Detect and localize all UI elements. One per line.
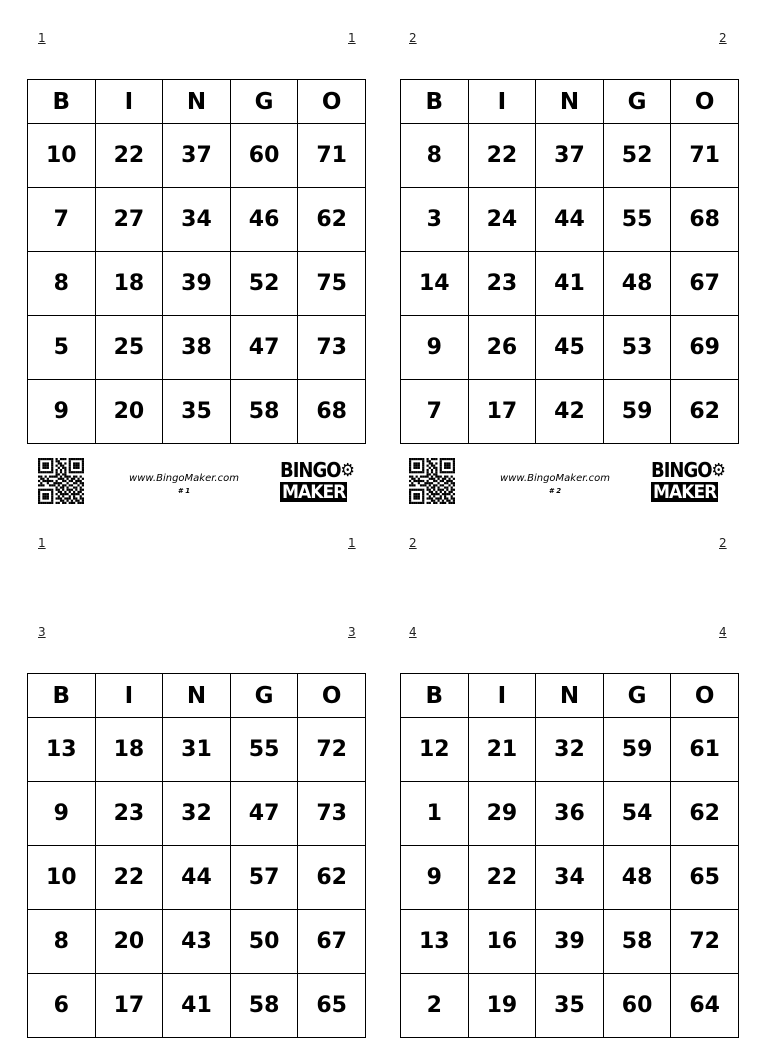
bingo-cell[interactable]: 45 xyxy=(536,316,604,380)
bingo-cell[interactable]: 75 xyxy=(298,252,366,316)
bingo-cell[interactable]: 48 xyxy=(603,252,671,316)
bingo-cell[interactable]: 37 xyxy=(163,124,231,188)
page-number-right: 2 xyxy=(719,31,727,45)
bingo-cell[interactable]: 32 xyxy=(163,782,231,846)
bingo-header-row xyxy=(401,80,739,124)
website-link[interactable]: www.BingoMaker.com xyxy=(129,473,239,484)
bingo-card xyxy=(27,79,366,444)
bingo-cell[interactable]: 72 xyxy=(298,718,366,782)
bingo-cell[interactable]: 52 xyxy=(603,124,671,188)
bingo-cell[interactable]: 65 xyxy=(298,974,366,1038)
bingo-header-row xyxy=(401,674,739,718)
bingo-cell[interactable]: 43 xyxy=(163,910,231,974)
page-number-left: 2 xyxy=(409,31,417,45)
bingo-cell[interactable]: 18 xyxy=(95,718,163,782)
bingo-cell[interactable]: 68 xyxy=(298,380,366,444)
bingo-cell[interactable]: 46 xyxy=(230,188,298,252)
bingo-cell[interactable]: 22 xyxy=(468,124,536,188)
bingo-cell[interactable]: 21 xyxy=(468,718,536,782)
bingo-cell[interactable]: 73 xyxy=(298,316,366,380)
bingo-cell[interactable]: 67 xyxy=(671,252,739,316)
bingo-row xyxy=(401,252,739,316)
bingo-cell[interactable]: 42 xyxy=(536,380,604,444)
bingo-cell[interactable]: 50 xyxy=(230,910,298,974)
logo-maker: MAKER xyxy=(282,481,346,503)
bingo-cell[interactable]: 54 xyxy=(603,782,671,846)
bingo-cell[interactable]: 10 xyxy=(28,846,96,910)
website-link[interactable]: www.BingoMaker.com xyxy=(500,473,610,484)
bingo-header-row xyxy=(28,674,366,718)
bingo-cell[interactable]: 23 xyxy=(468,252,536,316)
bingo-header-letter: N xyxy=(536,80,604,124)
bingo-cell[interactable]: 25 xyxy=(95,316,163,380)
bingo-cell[interactable]: 61 xyxy=(671,718,739,782)
bingo-cell[interactable]: 1 xyxy=(401,782,469,846)
bingo-header-letter: B xyxy=(401,674,469,718)
bingo-header-letter: O xyxy=(298,80,366,124)
gear-icon: ⚙ xyxy=(340,460,355,481)
bingo-header-letter: O xyxy=(298,674,366,718)
bingo-cell[interactable]: 2 xyxy=(401,974,469,1038)
bingo-row xyxy=(401,718,739,782)
bingo-row xyxy=(401,910,739,974)
bingo-cell[interactable]: 35 xyxy=(536,974,604,1038)
bingo-cell[interactable]: 57 xyxy=(230,846,298,910)
bingo-header-letter: N xyxy=(163,80,231,124)
bingo-cell[interactable]: 62 xyxy=(298,188,366,252)
bingo-header-letter: G xyxy=(230,80,298,124)
bingo-row xyxy=(28,782,366,846)
page-number-left: 2 xyxy=(409,536,417,550)
bingo-header-letter: B xyxy=(401,80,469,124)
bingo-cell[interactable]: 41 xyxy=(163,974,231,1038)
bingo-cell[interactable]: 48 xyxy=(603,846,671,910)
bingo-cell[interactable]: 10 xyxy=(28,124,96,188)
bingo-cell[interactable]: 41 xyxy=(536,252,604,316)
bingo-cell[interactable]: 71 xyxy=(671,124,739,188)
bingo-cell[interactable]: 47 xyxy=(230,782,298,846)
bingo-cell[interactable]: 17 xyxy=(95,974,163,1038)
bingo-header-row xyxy=(28,80,366,124)
bingo-cell[interactable]: 36 xyxy=(536,782,604,846)
bingo-header-letter: N xyxy=(163,674,231,718)
bingo-header-letter: O xyxy=(671,80,739,124)
bingo-cell[interactable]: 9 xyxy=(28,380,96,444)
bingo-cell[interactable]: 73 xyxy=(298,782,366,846)
bingo-cell[interactable]: 19 xyxy=(468,974,536,1038)
bingo-cell[interactable]: 55 xyxy=(603,188,671,252)
bingo-cell[interactable]: 22 xyxy=(468,846,536,910)
bingo-header-letter: G xyxy=(603,674,671,718)
bingo-row xyxy=(28,188,366,252)
bingo-cell[interactable]: 7 xyxy=(28,188,96,252)
bingo-row xyxy=(28,718,366,782)
bingo-cell[interactable]: 7 xyxy=(401,380,469,444)
bingo-cell[interactable]: 13 xyxy=(401,910,469,974)
bingo-header-letter: O xyxy=(671,674,739,718)
bingo-header-letter: G xyxy=(603,80,671,124)
bingo-header-letter: N xyxy=(536,674,604,718)
bingo-header-letter: I xyxy=(95,674,163,718)
bingo-cell[interactable]: 69 xyxy=(671,316,739,380)
bingo-cell[interactable]: 59 xyxy=(603,718,671,782)
bingo-cell[interactable]: 8 xyxy=(28,910,96,974)
bingo-cell[interactable]: 9 xyxy=(28,782,96,846)
bingo-cell[interactable]: 60 xyxy=(603,974,671,1038)
bingo-cell[interactable]: 58 xyxy=(230,380,298,444)
bingo-cell[interactable]: 44 xyxy=(163,846,231,910)
bingo-cell[interactable]: 29 xyxy=(468,782,536,846)
bingomaker-logo xyxy=(651,460,737,506)
page-number-right: 1 xyxy=(348,31,356,45)
bingo-row xyxy=(28,252,366,316)
bingo-row xyxy=(28,380,366,444)
bingo-cell[interactable]: 31 xyxy=(163,718,231,782)
bingo-cell[interactable]: 8 xyxy=(28,252,96,316)
bingo-cell[interactable]: 68 xyxy=(671,188,739,252)
bingo-cell[interactable]: 20 xyxy=(95,910,163,974)
bingo-cell[interactable]: 39 xyxy=(536,910,604,974)
bingo-cell[interactable]: 62 xyxy=(671,380,739,444)
bingo-cell[interactable]: 58 xyxy=(603,910,671,974)
bingo-cell[interactable]: 23 xyxy=(95,782,163,846)
bingo-cell[interactable]: 20 xyxy=(95,380,163,444)
bingo-cell[interactable]: 9 xyxy=(401,316,469,380)
bingo-cell[interactable]: 14 xyxy=(401,252,469,316)
bingo-row xyxy=(28,124,366,188)
page-number-left: 1 xyxy=(38,31,46,45)
bingo-cell[interactable]: 17 xyxy=(468,380,536,444)
bingo-cell[interactable]: 59 xyxy=(603,380,671,444)
bingomaker-logo xyxy=(280,460,366,506)
page-number-right: 1 xyxy=(348,536,356,550)
bingo-cell[interactable]: 55 xyxy=(230,718,298,782)
card-number: # 2 xyxy=(548,487,562,495)
bingo-cell[interactable]: 12 xyxy=(401,718,469,782)
bingo-cell[interactable]: 62 xyxy=(671,782,739,846)
bingo-row xyxy=(28,974,366,1038)
bingo-cell[interactable]: 47 xyxy=(230,316,298,380)
bingo-cell[interactable]: 52 xyxy=(230,252,298,316)
qr-code-icon xyxy=(409,458,455,504)
bingo-row xyxy=(401,974,739,1038)
bingo-row xyxy=(401,188,739,252)
bingo-cell[interactable]: 8 xyxy=(401,124,469,188)
bingo-card xyxy=(400,79,739,444)
bingo-cell[interactable]: 65 xyxy=(671,846,739,910)
page-number-right: 2 xyxy=(719,536,727,550)
card-number: # 1 xyxy=(177,487,191,495)
page-number-right: 3 xyxy=(348,625,356,639)
bingo-header-letter: I xyxy=(468,80,536,124)
bingo-cell[interactable]: 22 xyxy=(95,846,163,910)
bingo-cell[interactable]: 72 xyxy=(671,910,739,974)
bingo-cell[interactable]: 37 xyxy=(536,124,604,188)
bingo-cell[interactable]: 35 xyxy=(163,380,231,444)
card-footer xyxy=(38,458,358,508)
bingo-cell[interactable]: 58 xyxy=(230,974,298,1038)
bingo-row xyxy=(28,316,366,380)
bingo-cell[interactable]: 38 xyxy=(163,316,231,380)
page-number-right: 4 xyxy=(719,625,727,639)
bingo-cell[interactable]: 34 xyxy=(163,188,231,252)
bingo-cell[interactable]: 24 xyxy=(468,188,536,252)
bingo-cell[interactable]: 5 xyxy=(28,316,96,380)
bingo-row xyxy=(401,782,739,846)
logo-top-text xyxy=(651,460,737,481)
bingo-cell[interactable]: 13 xyxy=(28,718,96,782)
bingo-header-letter: G xyxy=(230,674,298,718)
qr-code-icon xyxy=(38,458,84,504)
bingo-row xyxy=(401,846,739,910)
page-number-left: 4 xyxy=(409,625,417,639)
bingo-cell[interactable]: 39 xyxy=(163,252,231,316)
bingo-cell[interactable]: 71 xyxy=(298,124,366,188)
page-number-left: 1 xyxy=(38,536,46,550)
bingo-row xyxy=(28,846,366,910)
bingo-cell[interactable]: 67 xyxy=(298,910,366,974)
bingo-cell[interactable]: 32 xyxy=(536,718,604,782)
bingo-cell[interactable]: 60 xyxy=(230,124,298,188)
bingo-cell[interactable]: 16 xyxy=(468,910,536,974)
bingo-cell[interactable]: 3 xyxy=(401,188,469,252)
bingo-row xyxy=(28,910,366,974)
bingo-card xyxy=(27,673,366,1038)
logo-bingo: BINGO xyxy=(280,458,341,482)
bingo-cell[interactable]: 18 xyxy=(95,252,163,316)
bingo-cell[interactable]: 9 xyxy=(401,846,469,910)
bingo-header-letter: I xyxy=(95,80,163,124)
bingo-cell[interactable]: 27 xyxy=(95,188,163,252)
page-number-left: 3 xyxy=(38,625,46,639)
card-footer xyxy=(409,458,729,508)
bingo-row xyxy=(401,316,739,380)
bingo-cell[interactable]: 64 xyxy=(671,974,739,1038)
bingo-card xyxy=(400,673,739,1038)
bingo-header-letter: I xyxy=(468,674,536,718)
bingo-cell[interactable]: 53 xyxy=(603,316,671,380)
logo-top-text xyxy=(280,460,366,481)
bingo-header-letter: B xyxy=(28,674,96,718)
bingo-cell[interactable]: 22 xyxy=(95,124,163,188)
bingo-row xyxy=(401,380,739,444)
bingo-row xyxy=(401,124,739,188)
bingo-cell[interactable]: 34 xyxy=(536,846,604,910)
bingo-header-letter: B xyxy=(28,80,96,124)
logo-maker: MAKER xyxy=(653,481,717,503)
bingo-cell[interactable]: 6 xyxy=(28,974,96,1038)
logo-bingo: BINGO xyxy=(651,458,712,482)
gear-icon: ⚙ xyxy=(711,460,726,481)
bingo-cell[interactable]: 26 xyxy=(468,316,536,380)
bingo-cell[interactable]: 62 xyxy=(298,846,366,910)
bingo-cell[interactable]: 44 xyxy=(536,188,604,252)
